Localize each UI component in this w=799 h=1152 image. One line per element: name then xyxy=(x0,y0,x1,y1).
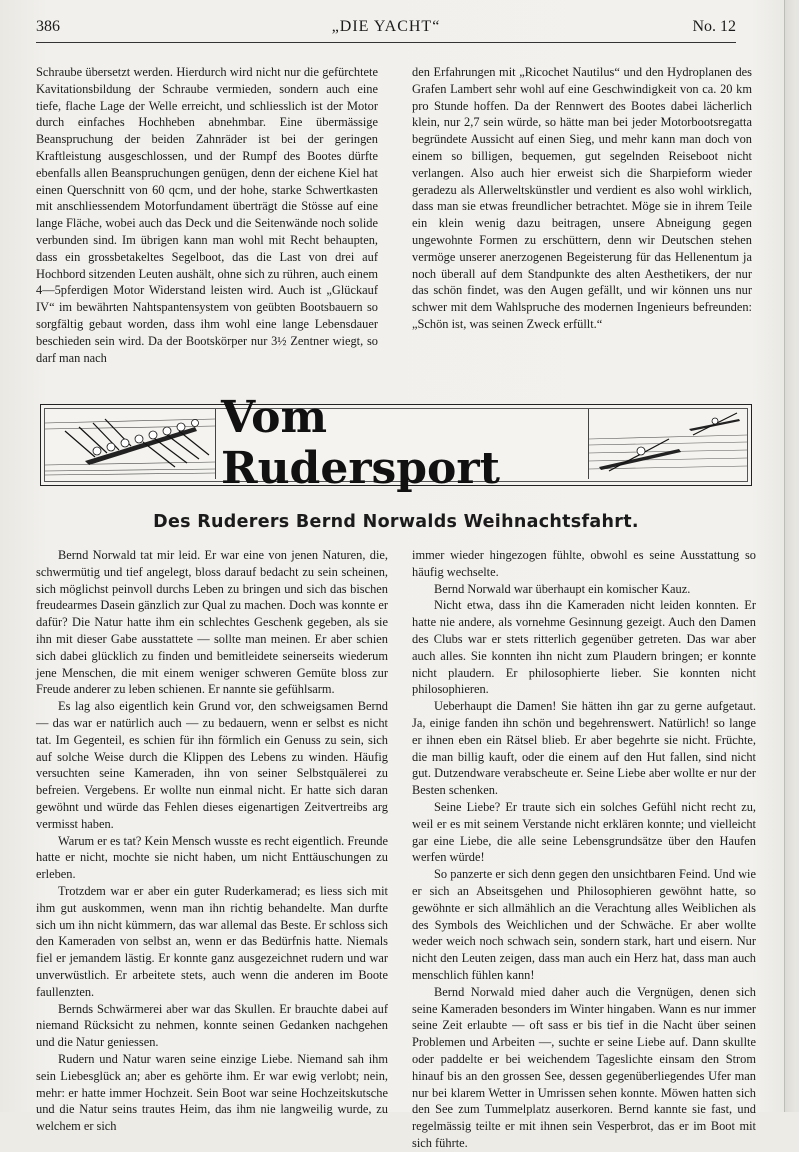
article-title: Des Ruderers Bernd Norwalds Weihnachtsfahrt. xyxy=(153,512,639,532)
rowing-eight-illustration-icon xyxy=(45,409,216,479)
bottom-left-column xyxy=(36,547,388,1135)
paragraph: Schraube übersetzt werden. Hierdurch wird nicht nur die gefürchtete Kavitationsbildung der Schraube vermieden, sondern auch eine tiefe, flache Lage der Welle erreicht, und schliesslich ist der Motor durch einfaches Hochheben abnehmbar. Eine übermässige Beanspruchung der beiden Zahnräder ist bei der geringen Kraftleistung ausgeschlossen, und der Rumpf des Bootes dürfte ebenfalls allen Beanspruchungen genügen, denn der eichene Kiel hat einen Querschnitt von 60 qcm, und der hohe, starke Schwertkasten mit anschliessendem Motorfundament überträgt die Stösse auf eine lange Fläche, wobei auch das Deck und die Seitenwände noch solide verbunden sind. Im übrigen kann man wohl mit Recht behaupten, dass ein grossbetakeltes Segelboot, das die Last von drei auf Hochbord sitzenden Leuten aushält, ohne sich zu rühren, auch einem 4—5pferdigen Motor Widerstand leisten wird. Auch ist „Glückauf IV“ im bewährten Nahtspantensystem von geübten Bootsbauern so sorgfältig gebaut worden, dass ihm wohl eine lange Lebensdauer beschieden sein wird. Da der Bootskörper nur 3½ Zentner wiegt, so darf man nach xyxy=(36,65,378,365)
paragraph: Trotzdem war er aber ein guter Ruderkamerad; es liess sich mit ihm gut auskommen, wenn man ihn richtig behandelte. Man durfte sich um ihn nicht kümmern, das war allemal das Beste. Er schloss sich den Kameraden von selbst an, wenn er das Bedürfnis hatte. Niemals fiel er jemandem lästig. Er konnte ganz ausgezeichnet rudern und war unverwüstlich. Er arbeitete stets, auch wenn die anderen im Boote faullenzten. xyxy=(36,883,388,999)
journal-title: „DIE YACHT“ xyxy=(331,18,441,35)
top-right-column xyxy=(412,64,752,333)
paragraph: den Erfahrungen mit „Ricochet Nautilus“ und den Hydroplanen des Grafen Lambert sehr wohl auf eine Geschwindigkeit von ca. 20 km pro Stunde hoffen. Da der Rennwert des Bootes dabei lächerlich klein, nur 2,7 sein würde, so hätte man bei jeder Motorbootsregatta begründete Aussicht auf einen Sieg, und mehr kann man doch von einem so billigen, bequemen, gut segelnden Reiseboot nicht verlangen. Also auch hier erweist sich die Sharpieform wieder geradezu als Allerweltskünstler und verdient es also wohl wirklich, dass man sie etwas freundlicher betrachtet. Möge sie in ihrem Teile ein klein wenig dazu beitragen, unsere Abneigung gegen ungewohnte Formen zu erschüttern, denn wir Deutschen stehen vermöge unserer anerzogenen Begeisterung für das Hellenentum ja noch überall auf dem Standpunkte des alten Aesthetikers, der nur das schön findet, was den Augen gefällt, und wir können uns nur schwer mit dem Wahlspruche des modernen Ingenieurs befreunden: „Schön ist, was seinen Zweck erfüllt.“ xyxy=(412,65,752,331)
paragraph: Bernd Norwald mied daher auch die Vergnügen, denen sich seine Kameraden besonders im Winter hingaben. Wann es nur immer seine Zeit erlaubte — oft sass er bis tief in die Nacht über seinen Problemen und Arbeiten —, suchte er seine Liebe auf. Dann skullte oder paddelte er bei weichendem Tageslichte einsam den Strom hinauf bis an den grossen See, dessen gegenüberliegendes Ufer man nur bei klarem Wetter in Umrissen sehen konnte. Möwen hatten sich den See zum Tummelplatz auserkoren. Bernd kannte sie fast, und regelmässig teilte er mit ihnen sein Vesperbrot, das er im Boot mit sich führte. xyxy=(412,984,756,1150)
page-number: 386 xyxy=(36,18,60,35)
paragraph: So panzerte er sich denn gegen den unsichtbaren Feind. Und wie er sich an Abseitsgehen und Philosophieren gewöhnt hatte, so gewöhnte er sich allmählich an die Verachtung alles Weiblichen als des Symbols des Weichlichen und der Schwäche. Er aber wollte weder weich noch schwach sein, sondern stark, hart und eisern. Nur nicht den Leuten zeigen, dass man auch ein Herz hat, dass man auch menschlich fühlen kann! xyxy=(412,867,756,982)
paragraph: Bernds Schwärmerei aber war das Skullen. Er brauchte dabei auf niemand Rücksicht zu nehmen, konnte seinen Gedanken nachgehen und die Natur geniessen. xyxy=(36,1001,388,1050)
paragraph: Bernd Norwald tat mir leid. Er war eine von jenen Naturen, die, schwermütig und tief angelegt, bloss darauf bedacht zu sein scheinen, sich möglichst peinvoll durchs Leben zu bringen und sich das bischen freudearmes Dasein gänzlich zur Qual zu machen. Doch was konnte er dafür? Die Natur hatte ihm ein schlechtes Geschenk gegeben, als sie ihn mit dieser Gabe ausstattete — sollte man meinen. Er aber schien sich dabei glücklich zu finden und bemitleidete seinerseits wiederum jene Menschen, die mit einem weniger schweren Gemüte bloss zur Freude anderer zu leben schienen. Er nannte sie gefühlsarm. xyxy=(36,548,388,697)
page-edge xyxy=(784,0,795,1112)
paragraph: Warum er es tat? Kein Mensch wusste es recht eigentlich. Freunde hatte er nicht, mochte sie nicht haben, um nicht Enttäuschungen zu erleben. xyxy=(36,833,388,882)
paragraph: Nicht etwa, dass ihn die Kameraden nicht leiden konnten. Er hatte nie andere, als vornehme Gesinnung gezeigt. Auch den Damen des Clubs war er stets ritterlich gegenüber getreten. Das war aber auch alles. Sie konnten ihn nicht zum Plaudern bringen; er konnte nicht plaudern. Er philosophierte lieber. Sie konnten nicht philosophieren. xyxy=(412,598,756,697)
paragraph: Rudern und Natur waren seine einzige Liebe. Niemand sah ihm sein Liebesglück an; aber es gehörte ihm. Er war ewig verlobt; nein, mehr: er hatte immer Hochzeit. Sein Boot war seine Hochzeitskutsche und die Natur seins trautes Heim, das ihm nie langweilig wurde, zu welchem er sich xyxy=(36,1051,388,1134)
top-left-column xyxy=(36,64,378,366)
paragraph: Es lag also eigentlich kein Grund vor, den schweigsamen Bernd — das war er natürlich auch — zu bedauern, wenn er selbst es nicht tat. Im Gegenteil, es schien für ihn förmlich ein Genuss zu sein, sich auf solche Weise durch die Klippen des Lebens zu winden. Häufig versuchten seine Kameraden, ihn von seiner Selbstquälerei zu befreien. Vergebens. Er wollte nun einmal nicht. Er hatte sich daran gewöhnt und würde das Fehlen dieses eigenartigen Zeitvertreibs arg vermisst haben. xyxy=(36,699,388,831)
bottom-right-column xyxy=(412,547,756,1152)
paragraph: Ueberhaupt die Damen! Sie hätten ihn gar zu gerne aufgetaut. Ja, einige fanden ihn schön und begehrenswert. Natürlich! so lange er ihnen eben ein Rätsel blieb. Er aber begehrte sie nicht. Früchte, die man billig kauft, oder die einem auf den Hut fallen, sind nicht gut. Dutzendware verabscheute er. Seine Liebe aber wollte er nur der Besten schenken. xyxy=(412,699,756,798)
issue-number: No. 12 xyxy=(692,18,736,35)
paragraph: Seine Liebe? Er traute sich ein solches Gefühl nicht recht zu, weil er es mit seinem Verstande nicht erklären konnte; und vielleicht gar eine Liebe, die alle seine Lebensgrundsätze über den Haufen werfen würde! xyxy=(412,799,756,865)
paragraph: Bernd Norwald war überhaupt ein komischer Kauz. xyxy=(434,581,691,596)
running-header xyxy=(36,14,736,43)
single-sculler-illustration-icon xyxy=(588,409,747,479)
section-banner xyxy=(40,392,752,494)
paragraph: immer wieder hingezogen fühlte, obwohl es seine Ausstattung so häufig wechselte. xyxy=(412,548,756,579)
banner-title: Vom Rudersport xyxy=(221,392,500,494)
